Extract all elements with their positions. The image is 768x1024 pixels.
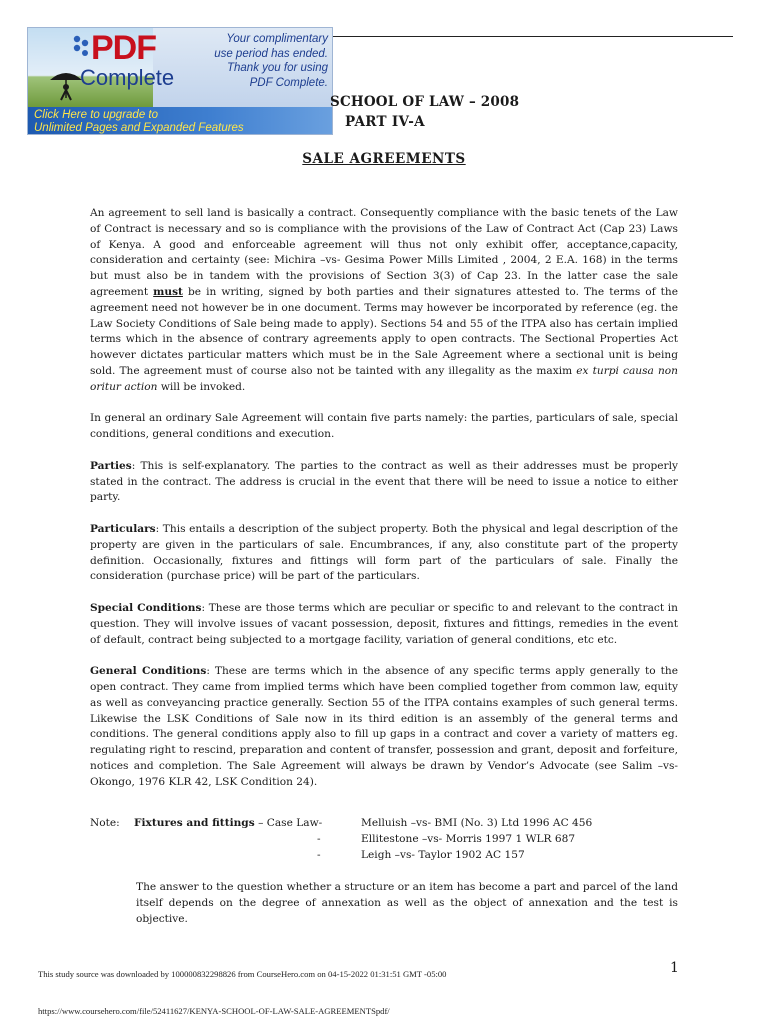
fixtures-bold: Fixtures and fittings [134,817,255,829]
general-paragraph: In general an ordinary Sale Agreement will contain five parts namely: the parties, particulars of sale, special conditions, general conditions and execution. [90,412,678,441]
upgrade-link[interactable] [28,107,332,134]
upgrade-line: Unlimited Pages and Expanded Features [34,122,244,134]
school-heading: SCHOOL OF LAW – 2008 [330,94,520,110]
upgrade-line: Click Here to upgrade to [34,109,159,121]
particulars-text: : This entails a description of the subject property. Both the physical and legal description of the property are given in the particulars of sale. Encumbrances, if any, also constitute part of the property definition. Occasionally, fixtures and fittings will form part of the particulars of sale. Finally the consideration (purchase price) will be part of the particulars. [90,522,678,583]
fixtures-note [90,816,690,863]
particulars-label: Particulars [90,522,156,535]
notice-line: PDF Complete. [249,76,328,89]
parties-label: Parties [90,459,132,472]
trial-notice [160,32,328,90]
source-url[interactable]: https://www.coursehero.com/file/52411627/KENYA-SCHOOL-OF-LAW-SALE-AGREEMENTSpdf/ [38,1006,390,1016]
intro-paragraph [90,206,678,396]
fixtures-heading [134,816,322,832]
logo-dots-icon [72,34,90,60]
special-conditions-label: Special Conditions [90,601,202,614]
header-rule [330,36,733,37]
notice-line: Your complimentary [226,33,328,45]
intro-text-c: will be invoked. [160,380,246,393]
intro-text-a: An agreement to sell land is basically a contract. Consequently compliance with the basic tenets of the Law of Contract is necessary and so is compliance with the provisions of the Law of Contract Act (Cap 23) Laws of Kenya. A good and enforceable agreement will thus not only exhibit offer, acceptance,capacity, consideration and certainty (see: Michira –vs- Gesima Power Mills Limited , 2004, 2 E.A. 168) in the terms but must also be in tandem with the provisions of Section 3(3) of Cap 23. In the latter case the sale agreement [90,207,678,298]
logo-pdf-text: PDF [91,29,156,67]
general-conditions-label: General Conditions [90,665,207,678]
case-citation: Melluish –vs- BMI (No. 3) Ltd 1996 AC 456 [361,817,593,829]
case-citation: Ellitestone –vs- Morris 1997 1 WLR 687 [361,832,576,845]
part-heading: PART IV-A [345,114,425,130]
note-label: Note: [90,817,120,829]
pdf-complete-banner[interactable] [27,27,333,135]
list-dash: - [317,848,321,861]
note-row [90,832,690,848]
particulars-paragraph [90,522,678,585]
special-conditions-text: : These are those terms which are peculiar or specific to and relevant to the contract in question. They will involve issues of vacant possession, deposit, fixtures and fittings, remedies in the event of default, contract being subjected to a mortgage facility, variation of general conditions, etc etc. [90,601,678,646]
download-footer: This study source was downloaded by 100000832298826 from CourseHero.com on 04-15-2022 01:31:51 GMT -05:00 [38,969,447,979]
general-conditions-paragraph [90,664,678,790]
page-number: 1 [670,960,679,976]
must-emphasis: must [153,285,183,298]
parties-paragraph [90,459,678,506]
page-title: SALE AGREEMENTS [302,151,466,167]
case-law-label: – Case Law- [258,817,323,829]
list-dash: - [317,832,321,845]
case-citation: Leigh –vs- Taylor 1902 AC 157 [361,848,525,861]
note-row [90,816,690,832]
document-body [90,206,678,806]
general-conditions-text: : These are terms which in the absence of any specific terms apply generally to the open contract. They came from implied terms which have been complied together from common law, equity as well as conveyancing practice generally. Section 55 of the ITPA contains examples of such general terms. Likewise the LSK Conditions of Sale now in its third edition is an assembly of the general terms and conditions. The general conditions apply also to fill up gaps in a contract and cover a variety of matters eg. regulating right to rescind, preparation and content of transfer, possession and grant, deposit and forfeiture, notices and completion. The Sale Agreement will always be drawn by Vendor’s Advocate (see Salim –vs- Okongo, 1976 KLR 42, LSK Condition 24). [90,665,678,788]
parties-text: : This is self-explanatory. The parties to the contract as well as their addresses must be properly stated in the contract. The address is crucial in the event that there will be need to issue a notice to either party. [90,459,678,504]
latin-maxim: ex turpi causa non oritur action [90,364,678,393]
logo-complete-text: Complete [80,65,175,90]
special-conditions-paragraph [90,601,678,648]
notice-line: Thank you for using [226,62,328,74]
annexation-paragraph: The answer to the question whether a structure or an item has become a part and parcel of the land itself depends on the degree of annexation as well as the object of annexation and the test is objective. [136,881,678,925]
note-row [90,848,690,864]
notice-line: use period has ended. [214,47,328,60]
intro-text-b: be in writing, signed by both parties and their signatures attested to. The terms of the agreement need not however be in one document. Terms may however be incorporated by reference (eg. the Law Society Conditions of Sale being made to apply). Sections 54 and 55 of the ITPA also has certain implied terms which in the absence of contrary agreements apply to open contracts. The Sectional Properties Act however dictates particular matters which must be in the Sale Agreement where a sectional unit is being sold. The agreement must of course also not be tainted with any illegality as the maxim [90,285,679,377]
